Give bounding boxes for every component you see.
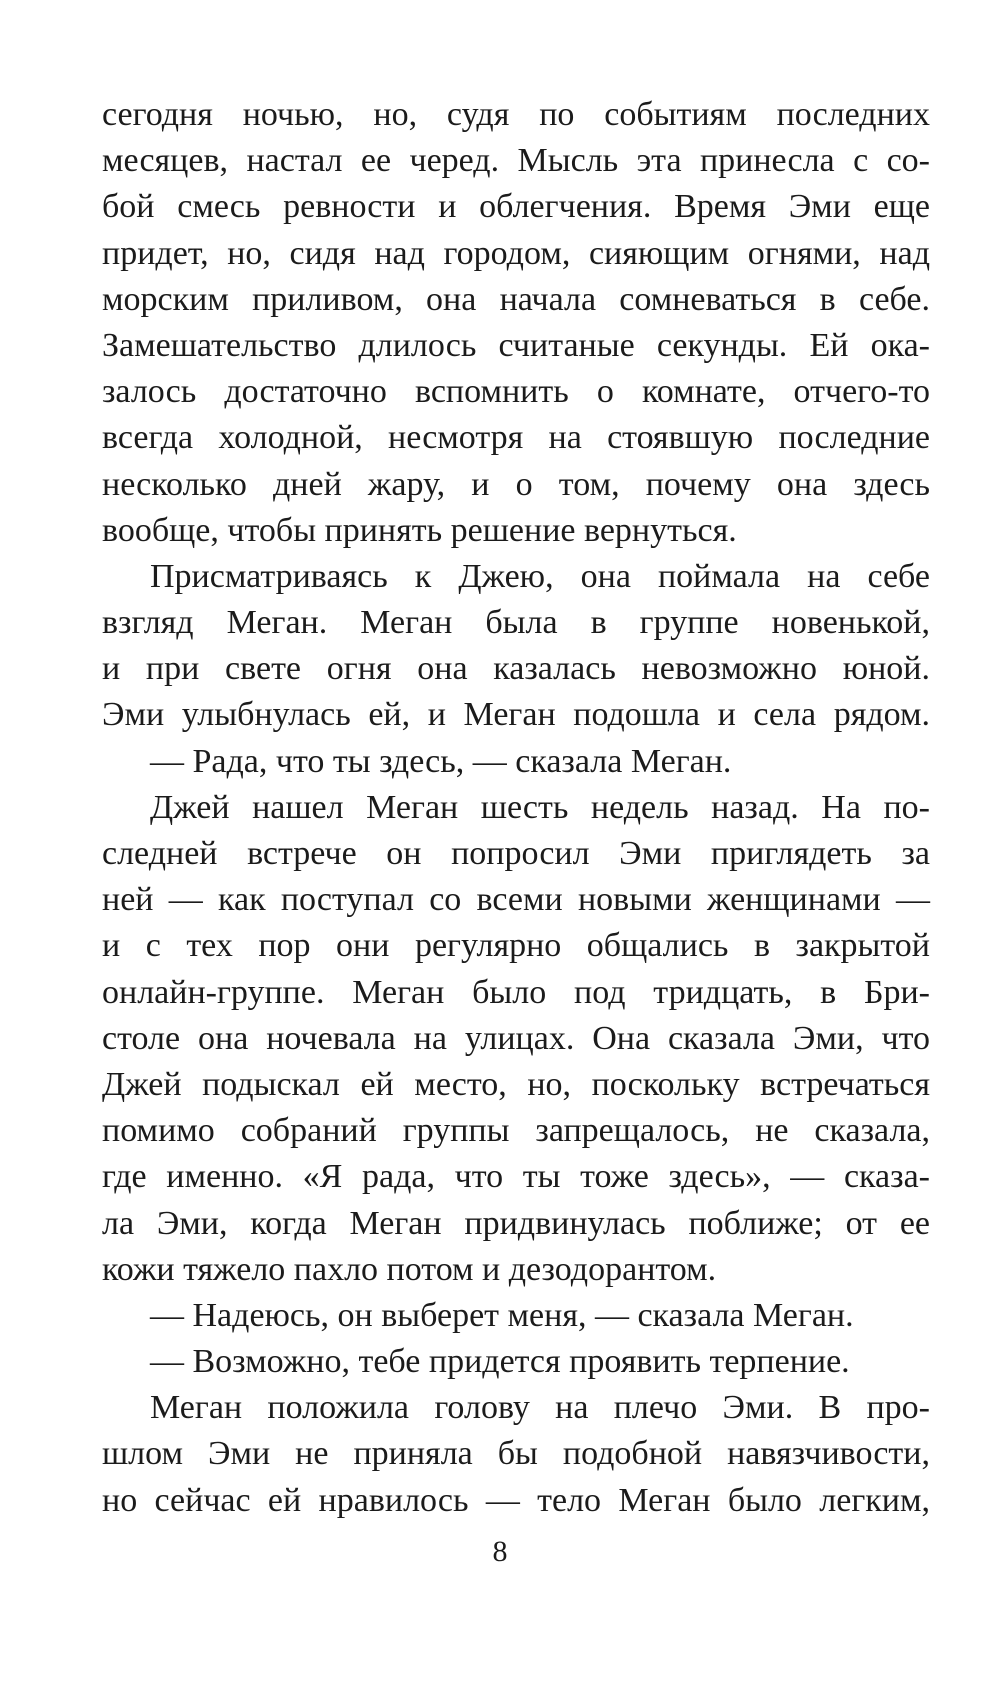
text-line: всегда холодной, несмотря на стоявшую последние — [102, 419, 930, 457]
text-line: Замешательство длилось считаные секунды. Ей ока- — [102, 326, 930, 364]
text-line: ней — как поступал со всеми новыми женщинами — — [102, 881, 930, 919]
text-line: и при свете огня она казалась невозможно юной. — [102, 650, 930, 688]
body-text — [102, 92, 930, 1524]
text-line: ла Эми, когда Меган придвинулась поближе; от ее — [102, 1204, 930, 1242]
text-line: где именно. «Я рада, что ты тоже здесь», — сказа- — [102, 1158, 930, 1196]
text-line: онлайн-группе. Меган было под тридцать, в Бри- — [102, 973, 930, 1011]
text-line: залось достаточно вспомнить о комнате, отчего-то — [102, 373, 930, 411]
text-line: придет, но, сидя над городом, сияющим огнями, над — [102, 234, 930, 272]
text-line: Джей нашел Меган шесть недель назад. На по- — [150, 788, 930, 826]
text-line: вообще, чтобы принять решение вернуться. — [102, 511, 737, 549]
text-line: — Надеюсь, он выберет меня, — сказала Меган. — [150, 1296, 854, 1334]
text-line: — Рада, что ты здесь, — сказала Меган. — [150, 742, 732, 780]
text-line: сегодня ночью, но, судя по событиям последних — [102, 96, 930, 133]
text-line: взгляд Меган. Меган была в группе новенькой, — [102, 604, 930, 642]
text-line: следней встрече он попросил Эми приглядеть за — [102, 835, 930, 872]
text-line: Присматриваясь к Джею, она поймала на себе — [150, 557, 930, 595]
text-line: кожи тяжело пахло потом и дезодорантом. — [102, 1250, 717, 1288]
text-line: — Возможно, тебе придется проявить терпение. — [150, 1343, 850, 1381]
text-line: месяцев, настал ее черед. Мысль эта принесла с со- — [102, 142, 930, 180]
text-line: бой смесь ревности и облегчения. Время Эми еще — [102, 188, 930, 226]
text-line: шлом Эми не приняла бы подобной навязчивости, — [102, 1435, 930, 1473]
text-line: морским приливом, она начала сомневаться в себе. — [102, 280, 930, 318]
text-line: несколько дней жару, и о том, почему она здесь — [102, 465, 930, 503]
page-number: 8 — [492, 1535, 508, 1568]
text-line: помимо собраний группы запрещалось, не сказала, — [102, 1112, 930, 1150]
text-line: но сейчас ей нравилось — тело Меган было легким, — [102, 1481, 930, 1519]
text-line: Эми улыбнулась ей, и Меган подошла и села рядом. — [102, 696, 930, 734]
text-line: и с тех пор они регулярно общались в закрытой — [102, 927, 930, 965]
text-line: Меган положила голову на плечо Эми. В про- — [150, 1389, 930, 1427]
text-line: Джей подыскал ей место, но, поскольку встречаться — [102, 1065, 930, 1103]
text-line: столе она ночевала на улицах. Она сказала Эми, что — [102, 1019, 930, 1057]
